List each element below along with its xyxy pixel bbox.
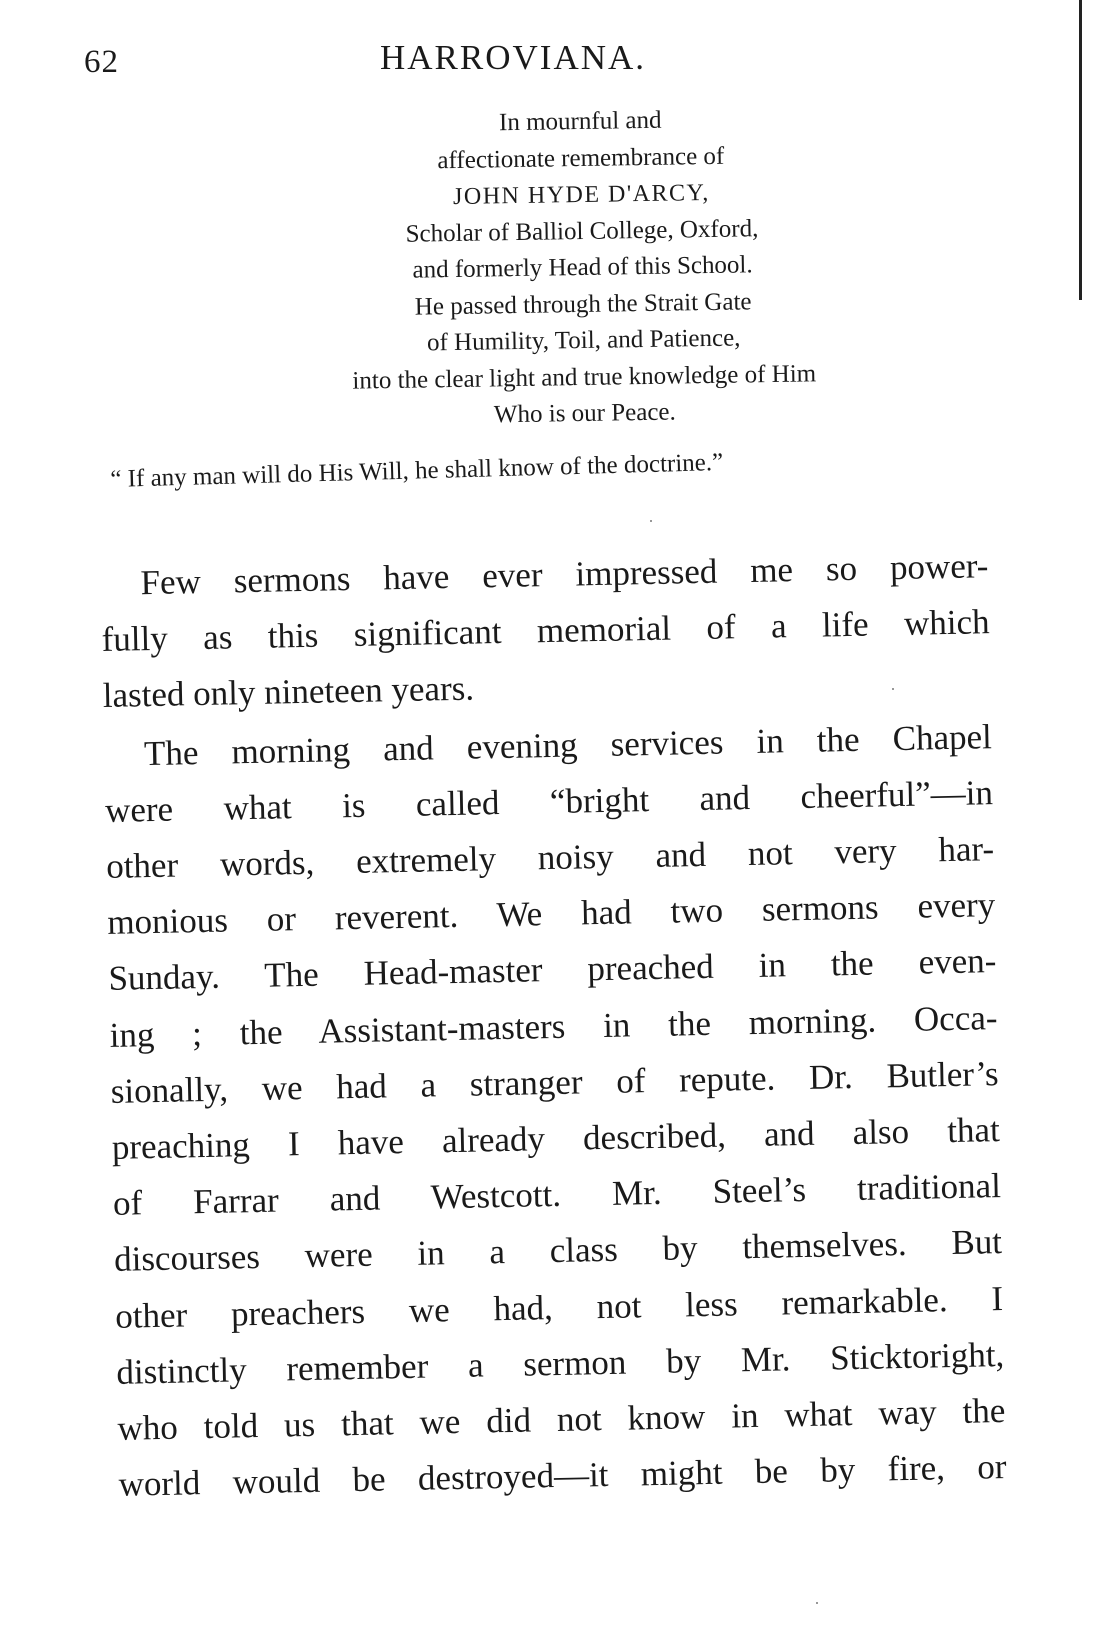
paragraph-2-line: of Farrar and Westcott. Mr. Steel’s traditional xyxy=(112,1166,1002,1224)
epigraph-quote: “ If any man will do His Will, he shall know of the doctrine.” xyxy=(110,448,724,493)
inscription-line: affectionate remembrance of xyxy=(437,142,725,174)
paragraph-2-line: sionally, we had a stranger of repute. Dr. Butler’s xyxy=(110,1053,999,1111)
paragraph-2-line: Sunday. The Head-master preached in the even- xyxy=(108,941,997,999)
running-title: HARROVIANA. xyxy=(380,38,647,77)
print-speck xyxy=(816,1602,818,1604)
paragraph-1-line: lasted only nineteen years. xyxy=(102,668,475,716)
inscription-line: of Humility, Toil, and Patience, xyxy=(426,324,741,357)
print-speck xyxy=(892,688,894,690)
inscription-name: JOHN HYDE D'ARCY, xyxy=(452,179,710,211)
paragraph-2-line: preaching I have already described, and also that xyxy=(111,1110,1001,1167)
paragraph-1-line: fully as this significant memorial of a life which xyxy=(101,602,990,660)
page-edge-line xyxy=(1079,0,1082,300)
paragraph-1-line: Few sermons have ever impressed me so power- xyxy=(140,546,989,603)
page-number: 62 xyxy=(84,44,119,80)
paragraph-2-line: other preachers we had, not less remarkable. I xyxy=(114,1278,1004,1336)
paragraph-2-line: were what is called “bright and cheerful”—in xyxy=(104,772,994,830)
paragraph-2-line: who told us that we did not know in what way the xyxy=(117,1391,1006,1448)
paragraph-2-line: The morning and evening services in the Chapel xyxy=(143,716,993,773)
paragraph-2-line: ing ; the Assistant-masters in the morning. Occa- xyxy=(109,997,998,1055)
inscription-line: He passed through the Strait Gate xyxy=(414,287,752,321)
print-speck xyxy=(650,520,652,522)
inscription-line: into the clear light and true knowledge of Him xyxy=(352,359,817,395)
inscription-line: Who is our Peace. xyxy=(493,398,676,429)
body-text xyxy=(100,538,1007,1513)
paragraph-2-line: monious or reverent. We had two sermons every xyxy=(106,885,996,943)
paragraph-2-line: other words, extremely noisy and not very har- xyxy=(105,829,995,886)
inscription-line: Scholar of Balliol College, Oxford, xyxy=(405,214,759,248)
memorial-inscription xyxy=(150,97,1015,439)
paragraph-2-line: distinctly remember a sermon by Mr. Sticktoright, xyxy=(115,1334,1005,1392)
paragraph-2-line: discourses were in a class by themselves. But xyxy=(113,1222,1003,1280)
inscription-line: In mournful and xyxy=(498,106,662,137)
inscription-line: and formerly Head of this School. xyxy=(412,251,753,284)
paragraph-2-line: world would be destroyed—it might be by fire, or xyxy=(118,1447,1007,1505)
